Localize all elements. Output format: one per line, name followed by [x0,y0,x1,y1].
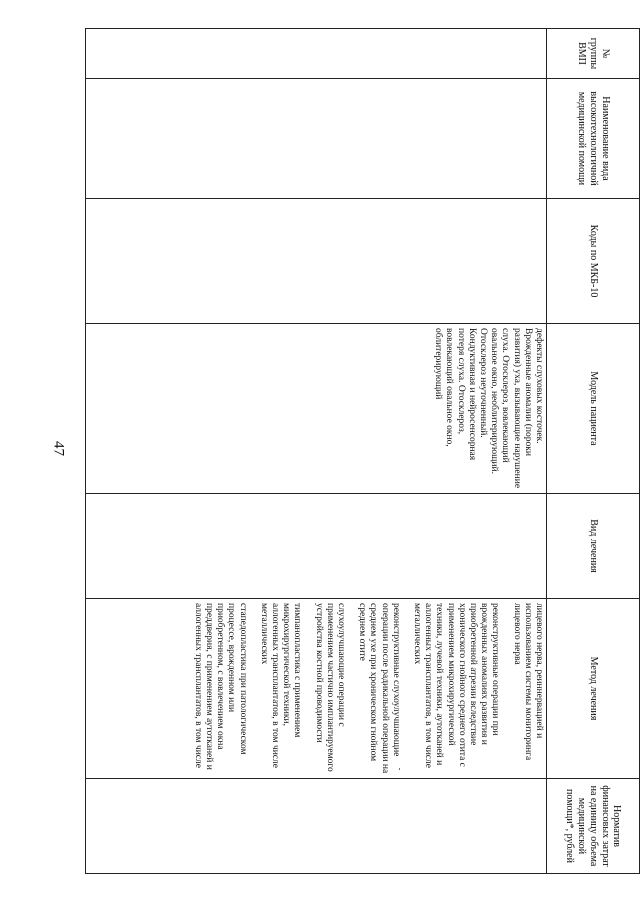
method-item: реконструктивные слухоулучшающие операции после радикальной операции на среднем ухе при хроническом гнойном среднем отите [357,603,401,774]
cell-treatment-type [86,494,547,599]
header-treatment-method: Метод лечения [547,599,640,779]
cell-cost-norm [86,779,547,874]
table-row [86,29,547,874]
header-care-type-name: Наименование вида высокотехнологичной медицинской помощи [547,79,640,199]
cell-group-no [86,29,547,79]
cell-care-type-name [86,79,547,199]
method-item: реконструктивные операции при врожденных аномалиях развития и приобретенной атрезии вследствие хронического гнойного среднего отита с применением микрохирургической техники, лучевой техники, аутотканей и аллогенных трансплантатов, в том числе металлических [411,603,501,768]
treatment-table [85,28,640,874]
method-item: тимпанопластика с применением микрохирургической техники, аллогенных трансплантатов, в том числе металлических [258,603,303,768]
page-number: 47 [50,441,67,456]
table-header-row [547,29,640,874]
method-item: лицевого нерва, реиннервацией и использованием системы мониторинга лицевого нерва [511,603,544,761]
cell-icd-codes [86,199,547,324]
header-group-no: № группы ВМП [547,29,640,79]
scan-speck [399,768,400,770]
cell-patient-model: дефекты слуховых косточек. Врожденные аномалии (пороки развития) уха, вызывающие нарушение слуха. Отосклероз, вовлекающий овальное окно, необлитерирующий. Отосклероз неуточненный. Кондуктивная и нейросенсорная потеря слуха. Отосклероз, вовлекающий овальное окно, облитерирующий [86,324,547,494]
rotated-table-wrapper [70,28,640,873]
header-treatment-type: Вид лечения [547,494,640,599]
header-cost-norm: Норматив финансовых затрат на единицу объема медицинской помощи*, рублей [547,779,640,874]
header-icd-codes: Коды по МКБ-10 [547,199,640,324]
header-patient-model: Модель пациента [547,324,640,494]
method-item: стапедопластика при патологическом процессе, врожденном или приобретенном, с вовлечением окна преддверия, с применением аутотканей и аллогенных трансплантатов, в том числе [192,603,248,770]
cell-treatment-method [86,599,547,779]
method-item: слухоулучшающие операции с применением частично имплантируемого устройства костной проводимости [313,603,346,772]
